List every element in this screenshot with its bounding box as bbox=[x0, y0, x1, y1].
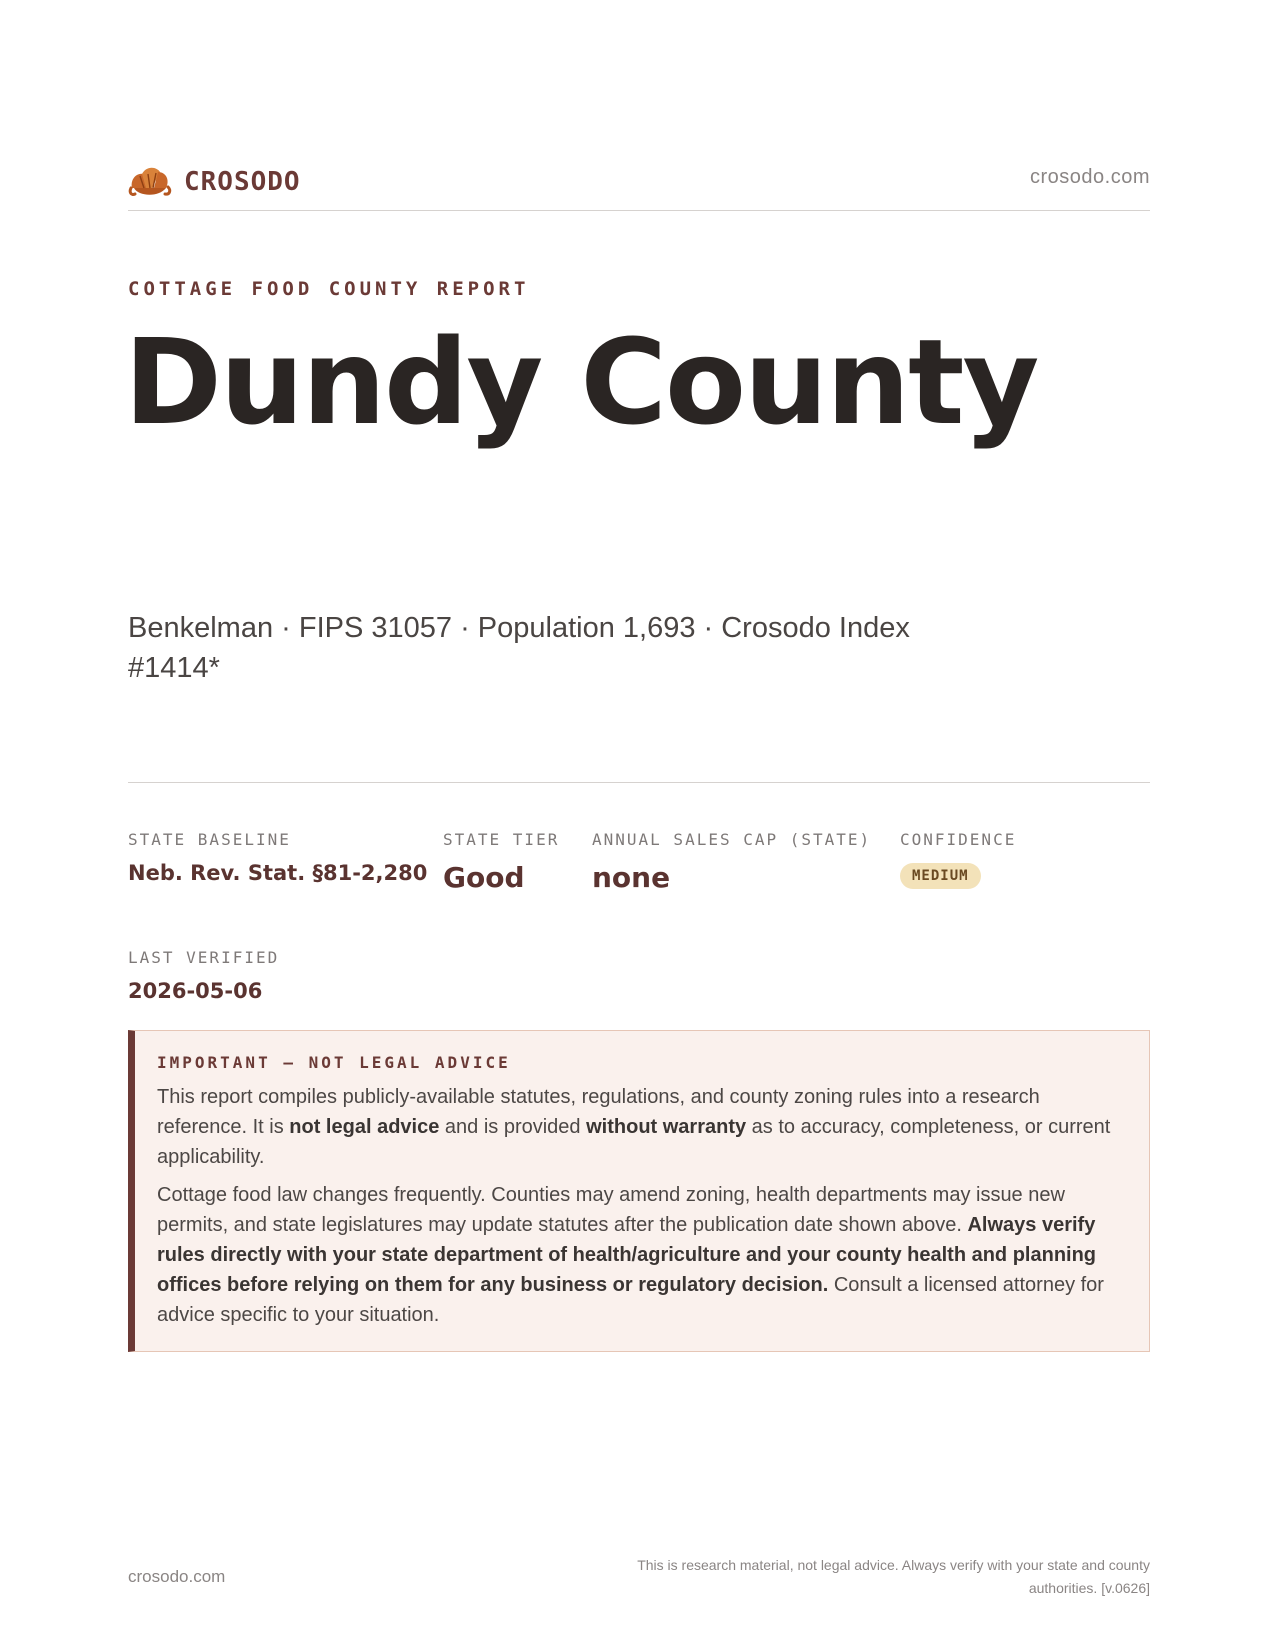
notice-emphasis: Always verify rules directly with your state department of health/agriculture and your county health and planning offices before relying on them for any business or regulatory decision. bbox=[157, 1214, 1097, 1296]
report-page bbox=[124, 0, 1150, 1650]
fact-value: 2026-05-06 bbox=[128, 979, 263, 1003]
notice-emphasis: without warranty bbox=[586, 1116, 747, 1138]
notice-text: Cottage food law changes frequently. Counties may amend zoning, health departments may issue new permits, and state legislatures may update statutes after the publication date shown above. bbox=[157, 1184, 1065, 1236]
county-subtitle: Benkelman · FIPS 31057 · Population 1,693 · Crosodo Index #1414* bbox=[128, 612, 910, 684]
notice-title: IMPORTANT — NOT LEGAL ADVICE bbox=[157, 1053, 511, 1072]
page-title: Dundy County bbox=[124, 313, 1038, 451]
fact-label: ANNUAL SALES CAP (STATE) bbox=[592, 830, 872, 849]
legal-notice bbox=[128, 1030, 1150, 1352]
notice-text: as to accuracy, completeness, or current applicability. bbox=[157, 1116, 1111, 1168]
report-eyebrow: COTTAGE FOOD COUNTY REPORT bbox=[128, 278, 530, 300]
fact-label: STATE TIER bbox=[443, 830, 560, 849]
fact-last-verified bbox=[128, 948, 279, 1003]
fact-label: CONFIDENCE bbox=[900, 830, 1017, 849]
fact-label: LAST VERIFIED bbox=[128, 948, 280, 967]
fact-value: Good bbox=[443, 861, 525, 894]
fact-label: STATE BASELINE bbox=[128, 830, 291, 849]
section-divider bbox=[128, 782, 1150, 783]
confidence-badge: MEDIUM bbox=[900, 863, 981, 889]
notice-paragraph bbox=[157, 1180, 1127, 1330]
notice-text: This report compiles publicly-available statutes, regulations, and county zoning rules into a research reference. It is bbox=[157, 1086, 1040, 1138]
notice-emphasis: not legal advice bbox=[289, 1116, 440, 1138]
fact-confidence bbox=[900, 830, 1016, 889]
fact-annual-sales-cap bbox=[592, 830, 871, 894]
croissant-icon bbox=[128, 162, 172, 202]
fact-state-tier bbox=[443, 830, 559, 894]
footer-site-link[interactable]: crosodo.com bbox=[128, 1567, 226, 1586]
brand[interactable] bbox=[128, 162, 301, 202]
brand-name: CROSODO bbox=[184, 167, 301, 197]
notice-text: Consult a licensed attorney for advice specific to your situation. bbox=[157, 1274, 1104, 1326]
notice-paragraph bbox=[157, 1082, 1127, 1172]
fact-state-baseline bbox=[128, 830, 427, 885]
header-site-link[interactable]: crosodo.com bbox=[1030, 166, 1150, 188]
fact-value: Neb. Rev. Stat. §81-2,280 bbox=[128, 861, 428, 885]
footer-disclaimer: This is research material, not legal advice. Always verify with your state and county authorities. [v.0626] bbox=[637, 1557, 1150, 1596]
fact-value: none bbox=[592, 861, 671, 894]
notice-text: and is provided bbox=[439, 1116, 587, 1138]
page-header bbox=[128, 158, 1150, 211]
